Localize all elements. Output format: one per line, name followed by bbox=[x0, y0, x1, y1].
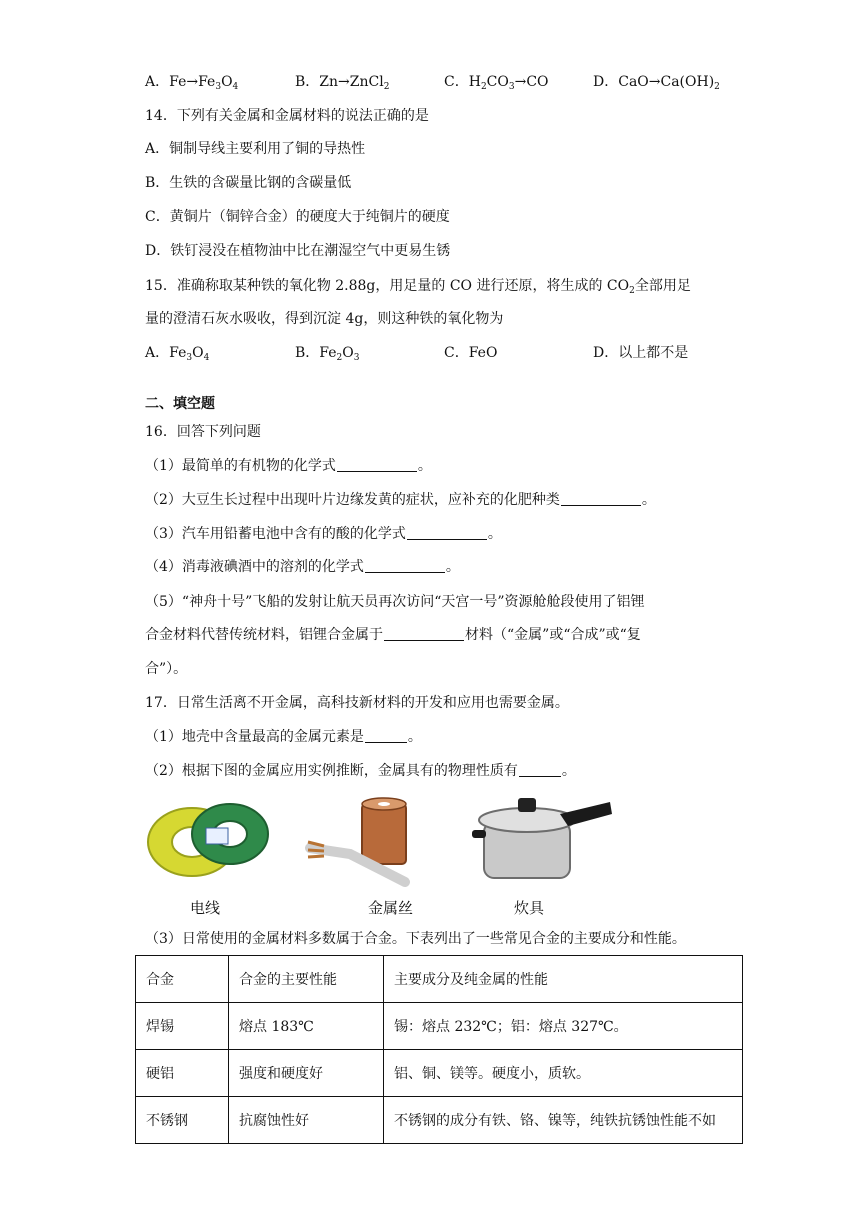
q13-option-b: B．Zn→ZnCl$_2$ bbox=[295, 74, 390, 92]
q15-stem-line2: 量的澄清石灰水吸收，得到沉淀 4g，则这种铁的氧化物为 bbox=[145, 311, 504, 327]
caption-metal-wire: 金属丝 bbox=[368, 899, 414, 917]
table-header-cell: 合金的主要性能 bbox=[229, 956, 384, 1003]
table-cell: 抗腐蚀性好 bbox=[229, 1097, 384, 1144]
answer-blank[interactable] bbox=[384, 626, 464, 641]
q16-part4: （4）消毒液碘酒中的溶剂的化学式 。 bbox=[145, 559, 460, 575]
table-header-cell: 主要成分及纯金属的性能 bbox=[384, 956, 743, 1003]
q14-option-a: A．铜制导线主要利用了铜的导热性 bbox=[145, 141, 366, 157]
cookware-image bbox=[472, 798, 612, 878]
answer-blank[interactable] bbox=[407, 525, 487, 540]
table-cell: 熔点 183℃ bbox=[229, 1003, 384, 1050]
q16-part2: （2）大豆生长过程中出现叶片边缘发黄的症状，应补充的化肥种类 。 bbox=[145, 492, 656, 508]
table-cell: 锡：熔点 232℃；铝：熔点 327℃。 bbox=[384, 1003, 743, 1050]
table-cell: 硬铝 bbox=[136, 1050, 229, 1097]
answer-blank[interactable] bbox=[519, 762, 561, 777]
q13-option-c: C．$H_2CO_3\to CO$ bbox=[444, 74, 549, 92]
q15-option-c: C．FeO bbox=[444, 345, 498, 361]
table-row bbox=[136, 1050, 743, 1097]
q15-option-b: B．$Fe_2O_3$ bbox=[295, 345, 360, 363]
table-cell: 焊锡 bbox=[136, 1003, 229, 1050]
q15-stem-line1: 15．准确称取某种铁的氧化物 2.88g，用足量的 CO 进行还原，将生成的 $CO_2$全部用足 bbox=[145, 278, 691, 296]
answer-blank[interactable] bbox=[337, 457, 417, 472]
q13-option-a: A．$Fe\to Fe_3O_4$ bbox=[145, 74, 239, 92]
answer-blank[interactable] bbox=[365, 728, 407, 743]
q14-stem: 14．下列有关金属和金属材料的说法正确的是 bbox=[145, 108, 429, 124]
table-header-cell: 合金 bbox=[136, 956, 229, 1003]
wire-coil-image bbox=[148, 804, 268, 876]
q15-option-a: A．$Fe_3O_4$ bbox=[145, 345, 210, 363]
q16-part3: （3）汽车用铅蓄电池中含有的酸的化学式 。 bbox=[145, 526, 502, 542]
answer-blank[interactable] bbox=[561, 491, 641, 506]
q14-option-b: B．生铁的含碳量比钢的含碳量低 bbox=[145, 175, 352, 191]
metal-applications-figure bbox=[140, 790, 620, 890]
table-cell: 强度和硬度好 bbox=[229, 1050, 384, 1097]
table-cell: 不锈钢 bbox=[136, 1097, 229, 1144]
q16-stem: 16．回答下列问题 bbox=[145, 424, 261, 440]
table-row bbox=[136, 1003, 743, 1050]
q17-part3: （3）日常使用的金属材料多数属于合金。下表列出了一些常见合金的主要成分和性能。 bbox=[145, 931, 686, 947]
caption-cookware: 炊具 bbox=[514, 899, 545, 917]
q17-part2: （2）根据下图的金属应用实例推断，金属具有的物理性质有 。 bbox=[145, 763, 576, 779]
caption-wire: 电线 bbox=[190, 899, 221, 917]
table-row bbox=[136, 1097, 743, 1144]
q16-part5-line2: 合金材料代替传统材料，铝锂合金属于 材料（“金属”或“合成”或“复 bbox=[145, 627, 641, 643]
q17-stem: 17．日常生活离不开金属，高科技新材料的开发和应用也需要金属。 bbox=[145, 695, 569, 711]
answer-blank[interactable] bbox=[365, 558, 445, 573]
q14-option-d: D．铁钉浸没在植物油中比在潮湿空气中更易生锈 bbox=[145, 243, 451, 259]
q16-part5-line3: 合”）。 bbox=[145, 661, 188, 677]
table-cell: 不锈钢的成分有铁、铬、镍等，纯铁抗锈蚀性能不如 bbox=[384, 1097, 743, 1144]
q16-part1: （1）最简单的有机物的化学式 。 bbox=[145, 458, 432, 474]
q15-option-d: D．以上都不是 bbox=[593, 345, 689, 361]
alloy-table bbox=[135, 955, 743, 1144]
q16-part5-line1: （5）“神舟十号”飞船的发射让航天员再次访问“天宫一号”资源舱舱段使用了铝锂 bbox=[145, 594, 645, 610]
copper-wire-image bbox=[308, 798, 406, 882]
table-cell: 铝、铜、镁等。硬度小，质软。 bbox=[384, 1050, 743, 1097]
table-header-row bbox=[136, 956, 743, 1003]
q17-part1: （1）地壳中含量最高的金属元素是 。 bbox=[145, 729, 422, 745]
q13-option-d: D．$CaO\to Ca(OH)_2$ bbox=[593, 74, 720, 92]
section-title: 二、填空题 bbox=[145, 396, 215, 412]
q14-option-c: C．黄铜片（铜锌合金）的硬度大于纯铜片的硬度 bbox=[145, 209, 450, 225]
